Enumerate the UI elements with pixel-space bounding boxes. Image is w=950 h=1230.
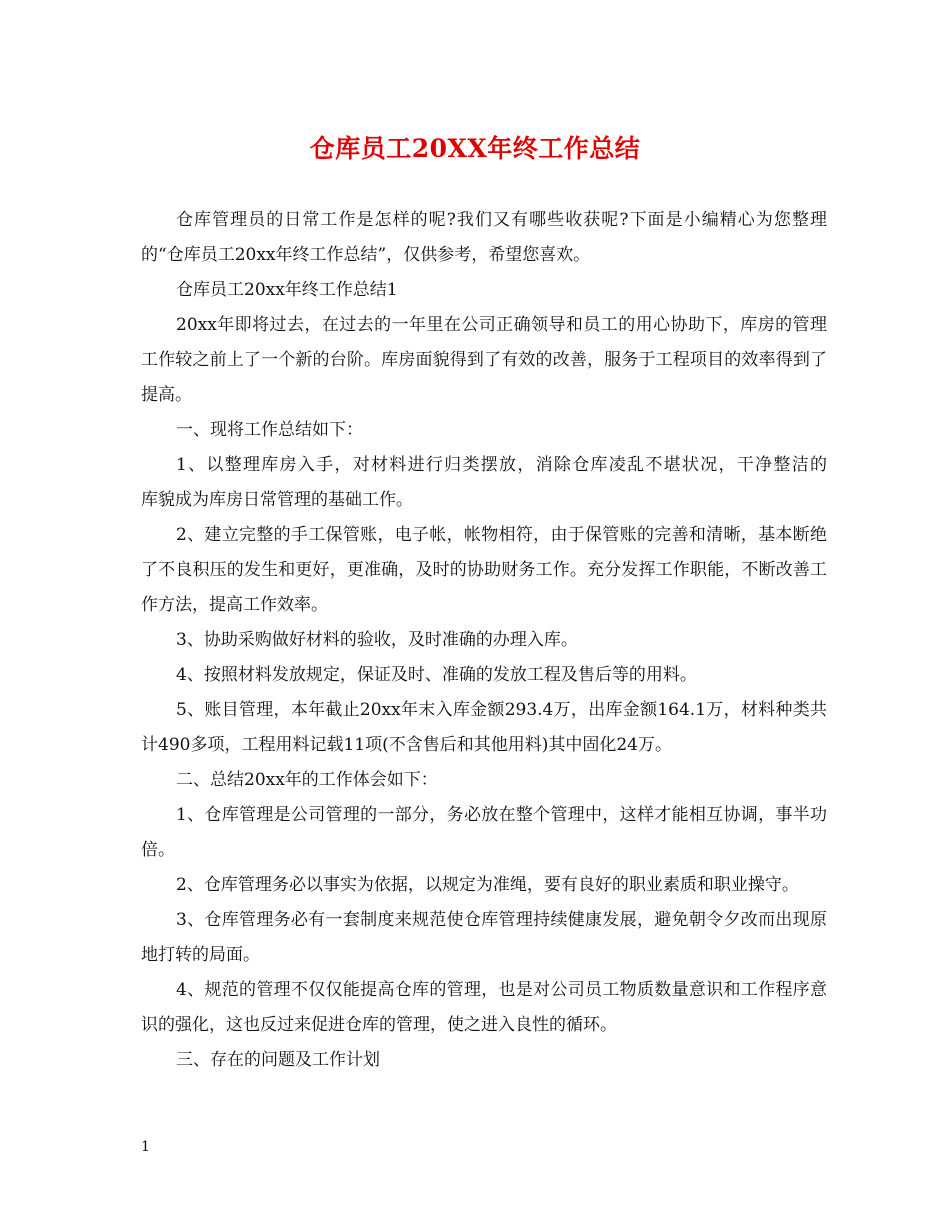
list-item: 1、仓库管理是公司管理的一部分，务必放在整个管理中，这样才能相互协调，事半功倍。 — [141, 805, 827, 860]
document-body — [141, 203, 861, 1078]
section-heading: 仓库员工20xx年终工作总结1 — [176, 280, 398, 300]
document-title: 仓库员工20XX年终工作总结 — [309, 134, 641, 163]
list-item: 2、建立完整的手工保管账，电子帐，帐物相符，由于保管账的完善和清晰，基本断绝了不良积压的发生和更好，更准确，及时的协助财务工作。充分发挥工作职能，不断改善工作方法，提高工作效率。 — [141, 525, 827, 615]
list-item: 4、按照材料发放规定，保证及时、准确的发放工程及售后等的用料。 — [176, 665, 697, 685]
body-paragraph: 20xx年即将过去，在过去的一年里在公司正确领导和员工的用心协助下，库房的管理工作较之前上了一个新的台阶。库房面貌得到了有效的改善，服务于工程项目的效率得到了提高。 — [141, 315, 827, 405]
list-item: 1、以整理库房入手，对材料进行归类摆放，消除仓库凌乱不堪状况，干净整洁的 库貌成为库房日常管理的基础工作。 — [141, 455, 861, 510]
list-item: 3、仓库管理务必有一套制度来规范使仓库管理持续健康发展，避免朝令夕改而出现原地打转的局面。 — [141, 910, 827, 965]
list-heading: 三、存在的问题及工作计划 — [176, 1050, 380, 1070]
list-heading: 二、总结20xx年的工作体会如下： — [176, 770, 438, 790]
page-number: 1 — [141, 1139, 150, 1155]
list-item: 5、账目管理，本年截止20xx年末入库金额293.4万，出库金额164.1万，材料种类共计490多项，工程用料记载11项(不含售后和其他用料)其中固化24万。 — [141, 700, 827, 755]
list-item: 2、仓库管理务必以事实为依据，以规定为准绳，要有良好的职业素质和职业操守。 — [176, 875, 799, 895]
intro-paragraph: 仓库管理员的日常工作是怎样的呢?我们又有哪些收获呢?下面是小编精心为您整理的“仓库员工20xx年终工作总结”，仅供参考，希望您喜欢。 — [141, 210, 827, 265]
list-heading: 一、现将工作总结如下： — [176, 420, 363, 440]
list-item: 4、规范的管理不仅仅能提高仓库的管理，也是对公司员工物质数量意识和工作程序意识的强化，这也反过来促进仓库的管理，使之进入良性的循环。 — [141, 980, 827, 1035]
list-item: 3、协助采购做好材料的验收，及时准确的办理入库。 — [176, 630, 578, 650]
